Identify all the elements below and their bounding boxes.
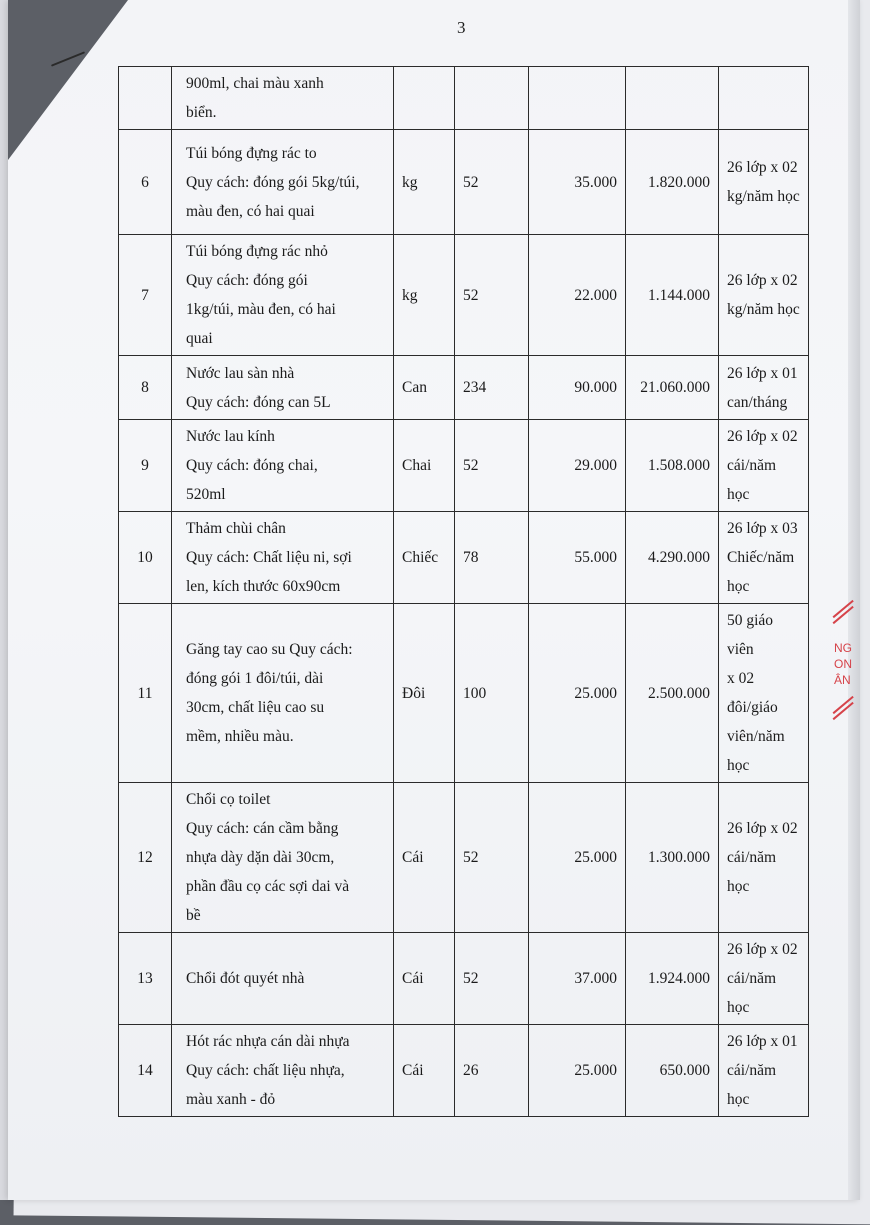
quantity-cell: 26 (455, 1025, 529, 1117)
unit-price-cell: 25.000 (529, 604, 626, 783)
description-line: phần đầu cọ các sợi dai và (186, 878, 350, 895)
total-cell: 1.820.000 (626, 130, 719, 235)
description-line: Quy cách: Chất liệu ni, sợi (186, 549, 352, 566)
row-number: 6 (119, 130, 172, 235)
total-cell: 1.508.000 (626, 420, 719, 512)
description-line: Quy cách: đóng chai, (186, 457, 318, 474)
note-cell (719, 933, 809, 1025)
description-line: Quy cách: cán cầm bằng (186, 820, 339, 837)
unit-price-cell: 25.000 (529, 783, 626, 933)
description-line: Nước lau sàn nhà (186, 364, 295, 382)
unit-price-cell: 29.000 (529, 420, 626, 512)
row-number: 9 (119, 420, 172, 512)
page-number: 3 (457, 18, 466, 37)
row-number: 11 (119, 604, 172, 783)
table-row (119, 420, 809, 512)
total-cell: 1.924.000 (626, 933, 719, 1025)
description-line: Chổi đót quyét nhà (186, 970, 305, 987)
item-description (172, 783, 394, 933)
description-line: Thảm chùi chân (186, 520, 286, 537)
note-line: 26 lớp x 02 (727, 428, 798, 445)
description-line: quai (186, 330, 213, 347)
unit-cell: Cái (394, 783, 455, 933)
description-line: Quy cách: đóng can 5L (186, 393, 331, 411)
note-line: 26 lớp x 01 (727, 364, 798, 382)
stamp-text-1: NG (834, 641, 852, 655)
item-description (172, 420, 394, 512)
note-line: 26 lớp x 02 (727, 941, 798, 958)
quantity-cell: 52 (455, 420, 529, 512)
quantity-cell (455, 67, 529, 130)
note-cell (719, 604, 809, 783)
table-row (119, 512, 809, 604)
note-line: 26 lớp x 02 (727, 820, 798, 837)
stamp-text-2: ON (834, 657, 852, 671)
note-line: 26 lớp x 03 (727, 520, 798, 537)
unit-price-cell: 55.000 (529, 512, 626, 604)
total-cell: 21.060.000 (626, 356, 719, 420)
description-line: Quy cách: chất liệu nhựa, (186, 1062, 345, 1079)
description-line: Găng tay cao su Quy cách: (186, 641, 353, 658)
unit-cell (394, 67, 455, 130)
note-cell (719, 420, 809, 512)
quantity-cell: 52 (455, 235, 529, 356)
table-row (119, 933, 809, 1025)
unit-price-cell (529, 67, 626, 130)
note-line: đôi/giáo (727, 699, 778, 716)
row-number: 12 (119, 783, 172, 933)
item-description (172, 67, 394, 130)
description-line: mềm, nhiều màu. (186, 728, 294, 745)
description-line: 520ml (186, 486, 226, 503)
table-body (119, 67, 809, 1117)
total-cell: 1.300.000 (626, 783, 719, 933)
table-row (119, 783, 809, 933)
note-cell (719, 512, 809, 604)
note-line: 26 lớp x 02 (727, 272, 798, 289)
table-row (119, 356, 809, 420)
unit-cell: Đôi (394, 604, 455, 783)
quantity-cell: 234 (455, 356, 529, 420)
description-line: đóng gói 1 đôi/túi, dài (186, 670, 324, 687)
note-line: kg/năm học (727, 188, 800, 205)
item-description (172, 356, 394, 420)
row-number: 13 (119, 933, 172, 1025)
unit-price-cell: 22.000 (529, 235, 626, 356)
note-line: học (727, 578, 750, 595)
description-line: len, kích thước 60x90cm (186, 578, 341, 595)
note-line: 26 lớp x 01 (727, 1033, 798, 1050)
note-line: cái/năm học (727, 457, 777, 503)
quantity-cell: 52 (455, 783, 529, 933)
supplies-table (118, 66, 809, 1117)
note-line: cái/năm học (727, 849, 777, 895)
note-cell (719, 130, 809, 235)
description-line: 900ml, chai màu xanh (186, 75, 324, 92)
unit-price-cell: 25.000 (529, 1025, 626, 1117)
unit-cell: Cái (394, 1025, 455, 1117)
description-line: Quy cách: đóng gói 5kg/túi, (186, 173, 360, 191)
total-cell: 4.290.000 (626, 512, 719, 604)
table-row (119, 1025, 809, 1117)
item-description (172, 933, 394, 1025)
description-line: Nước lau kính (186, 428, 275, 445)
note-line: 50 giáo viên (727, 612, 774, 658)
description-line: 30cm, chất liệu cao su (186, 699, 325, 716)
item-description (172, 130, 394, 235)
note-line: học (727, 757, 750, 774)
description-line: màu xanh - đỏ (186, 1091, 276, 1108)
unit-cell: Chiếc (394, 512, 455, 604)
table-row (119, 604, 809, 783)
table-row (119, 235, 809, 356)
stamp-text-3: ÂN (834, 673, 851, 687)
item-description (172, 512, 394, 604)
total-cell: 1.144.000 (626, 235, 719, 356)
note-cell (719, 783, 809, 933)
unit-cell: kg (394, 235, 455, 356)
description-line: 1kg/túi, màu đen, có hai (186, 301, 336, 318)
description-line: Chổi cọ toilet (186, 791, 271, 808)
quantity-cell: 52 (455, 933, 529, 1025)
unit-cell: Cái (394, 933, 455, 1025)
item-description (172, 604, 394, 783)
row-number: 10 (119, 512, 172, 604)
note-line: Chiếc/năm (727, 549, 795, 566)
total-cell: 2.500.000 (626, 604, 719, 783)
note-line: cái/năm học (727, 1062, 777, 1108)
description-line: Quy cách: đóng gói (186, 272, 308, 289)
unit-cell: Chai (394, 420, 455, 512)
note-line: 26 lớp x 02 (727, 159, 798, 176)
description-line: nhựa dày dặn dài 30cm, (186, 849, 335, 866)
row-number: 8 (119, 356, 172, 420)
unit-price-cell: 90.000 (529, 356, 626, 420)
quantity-cell: 100 (455, 604, 529, 783)
description-line: bề (186, 907, 201, 924)
item-description (172, 235, 394, 356)
table-row (119, 67, 809, 130)
folded-corner (8, 0, 128, 160)
note-cell (719, 1025, 809, 1117)
unit-price-cell: 35.000 (529, 130, 626, 235)
total-cell (626, 67, 719, 130)
unit-price-cell: 37.000 (529, 933, 626, 1025)
total-cell: 650.000 (626, 1025, 719, 1117)
row-number (119, 67, 172, 130)
note-line: cái/năm học (727, 970, 777, 1016)
description-line: Túi bóng đựng rác to (186, 144, 317, 162)
description-line: biển. (186, 104, 217, 121)
description-line: Hót rác nhựa cán dài nhựa (186, 1033, 350, 1050)
note-line: kg/năm học (727, 301, 800, 318)
table-row (119, 130, 809, 235)
red-stamp (828, 600, 862, 730)
quantity-cell: 78 (455, 512, 529, 604)
unit-cell: Can (394, 356, 455, 420)
note-cell (719, 356, 809, 420)
note-cell (719, 67, 809, 130)
note-line: can/tháng (727, 393, 788, 411)
unit-cell: kg (394, 130, 455, 235)
note-line: x 02 (727, 670, 755, 687)
description-line: Túi bóng đựng rác nhỏ (186, 243, 328, 260)
note-line: viên/năm (727, 728, 785, 745)
quantity-cell: 52 (455, 130, 529, 235)
row-number: 7 (119, 235, 172, 356)
description-line: màu đen, có hai quai (186, 202, 315, 220)
item-description (172, 1025, 394, 1117)
row-number: 14 (119, 1025, 172, 1117)
note-cell (719, 235, 809, 356)
